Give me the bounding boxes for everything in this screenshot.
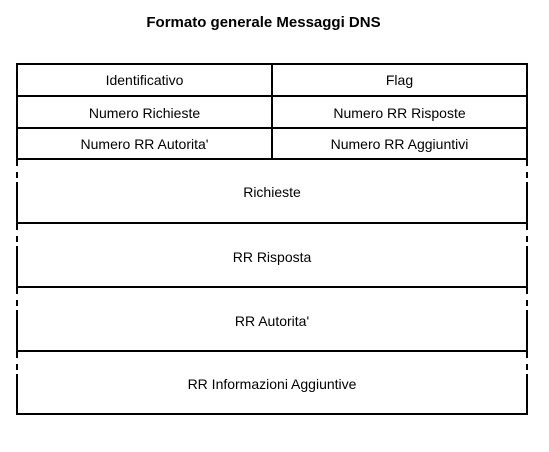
field-numero-rr-aggiuntivi: Numero RR Aggiuntivi [330, 136, 469, 152]
section-rr-risposta: RR Risposta [232, 249, 312, 265]
field-flag: Flag [385, 72, 414, 88]
section4-left-dash [16, 352, 18, 374]
field-numero-richieste: Numero Richieste [88, 105, 201, 121]
row-separator-3 [16, 158, 528, 160]
border-right-header [526, 63, 528, 159]
border-bottom [16, 413, 528, 415]
section4-right-dash [526, 352, 528, 374]
row-separator-1 [16, 95, 528, 97]
section3-right-dash [526, 288, 528, 310]
section1-right-dash [526, 160, 528, 182]
section1-left-dash [16, 160, 18, 182]
field-numero-rr-autorita: Numero RR Autorita' [80, 136, 209, 152]
section2-right-dash [526, 224, 528, 246]
section1-right-solid [526, 182, 528, 224]
section2-left-dash [16, 224, 18, 246]
section-rr-informazioni-aggiuntive: RR Informazioni Aggiuntive [187, 376, 357, 392]
section4-right-solid [526, 374, 528, 415]
section-richieste: Richieste [243, 184, 301, 200]
section3-right-solid [526, 310, 528, 352]
section-rr-autorita: RR Autorita' [234, 313, 310, 329]
diagram-title: Formato generale Messaggi DNS [146, 14, 381, 31]
field-identificativo: Identificativo [105, 72, 184, 88]
field-numero-rr-risposte: Numero RR Risposte [333, 105, 466, 121]
section-separator-3 [16, 350, 528, 352]
row-separator-2 [16, 127, 528, 129]
section-separator-1 [16, 222, 528, 224]
section-separator-2 [16, 286, 528, 288]
section3-left-dash [16, 288, 18, 310]
section2-right-solid [526, 246, 528, 288]
